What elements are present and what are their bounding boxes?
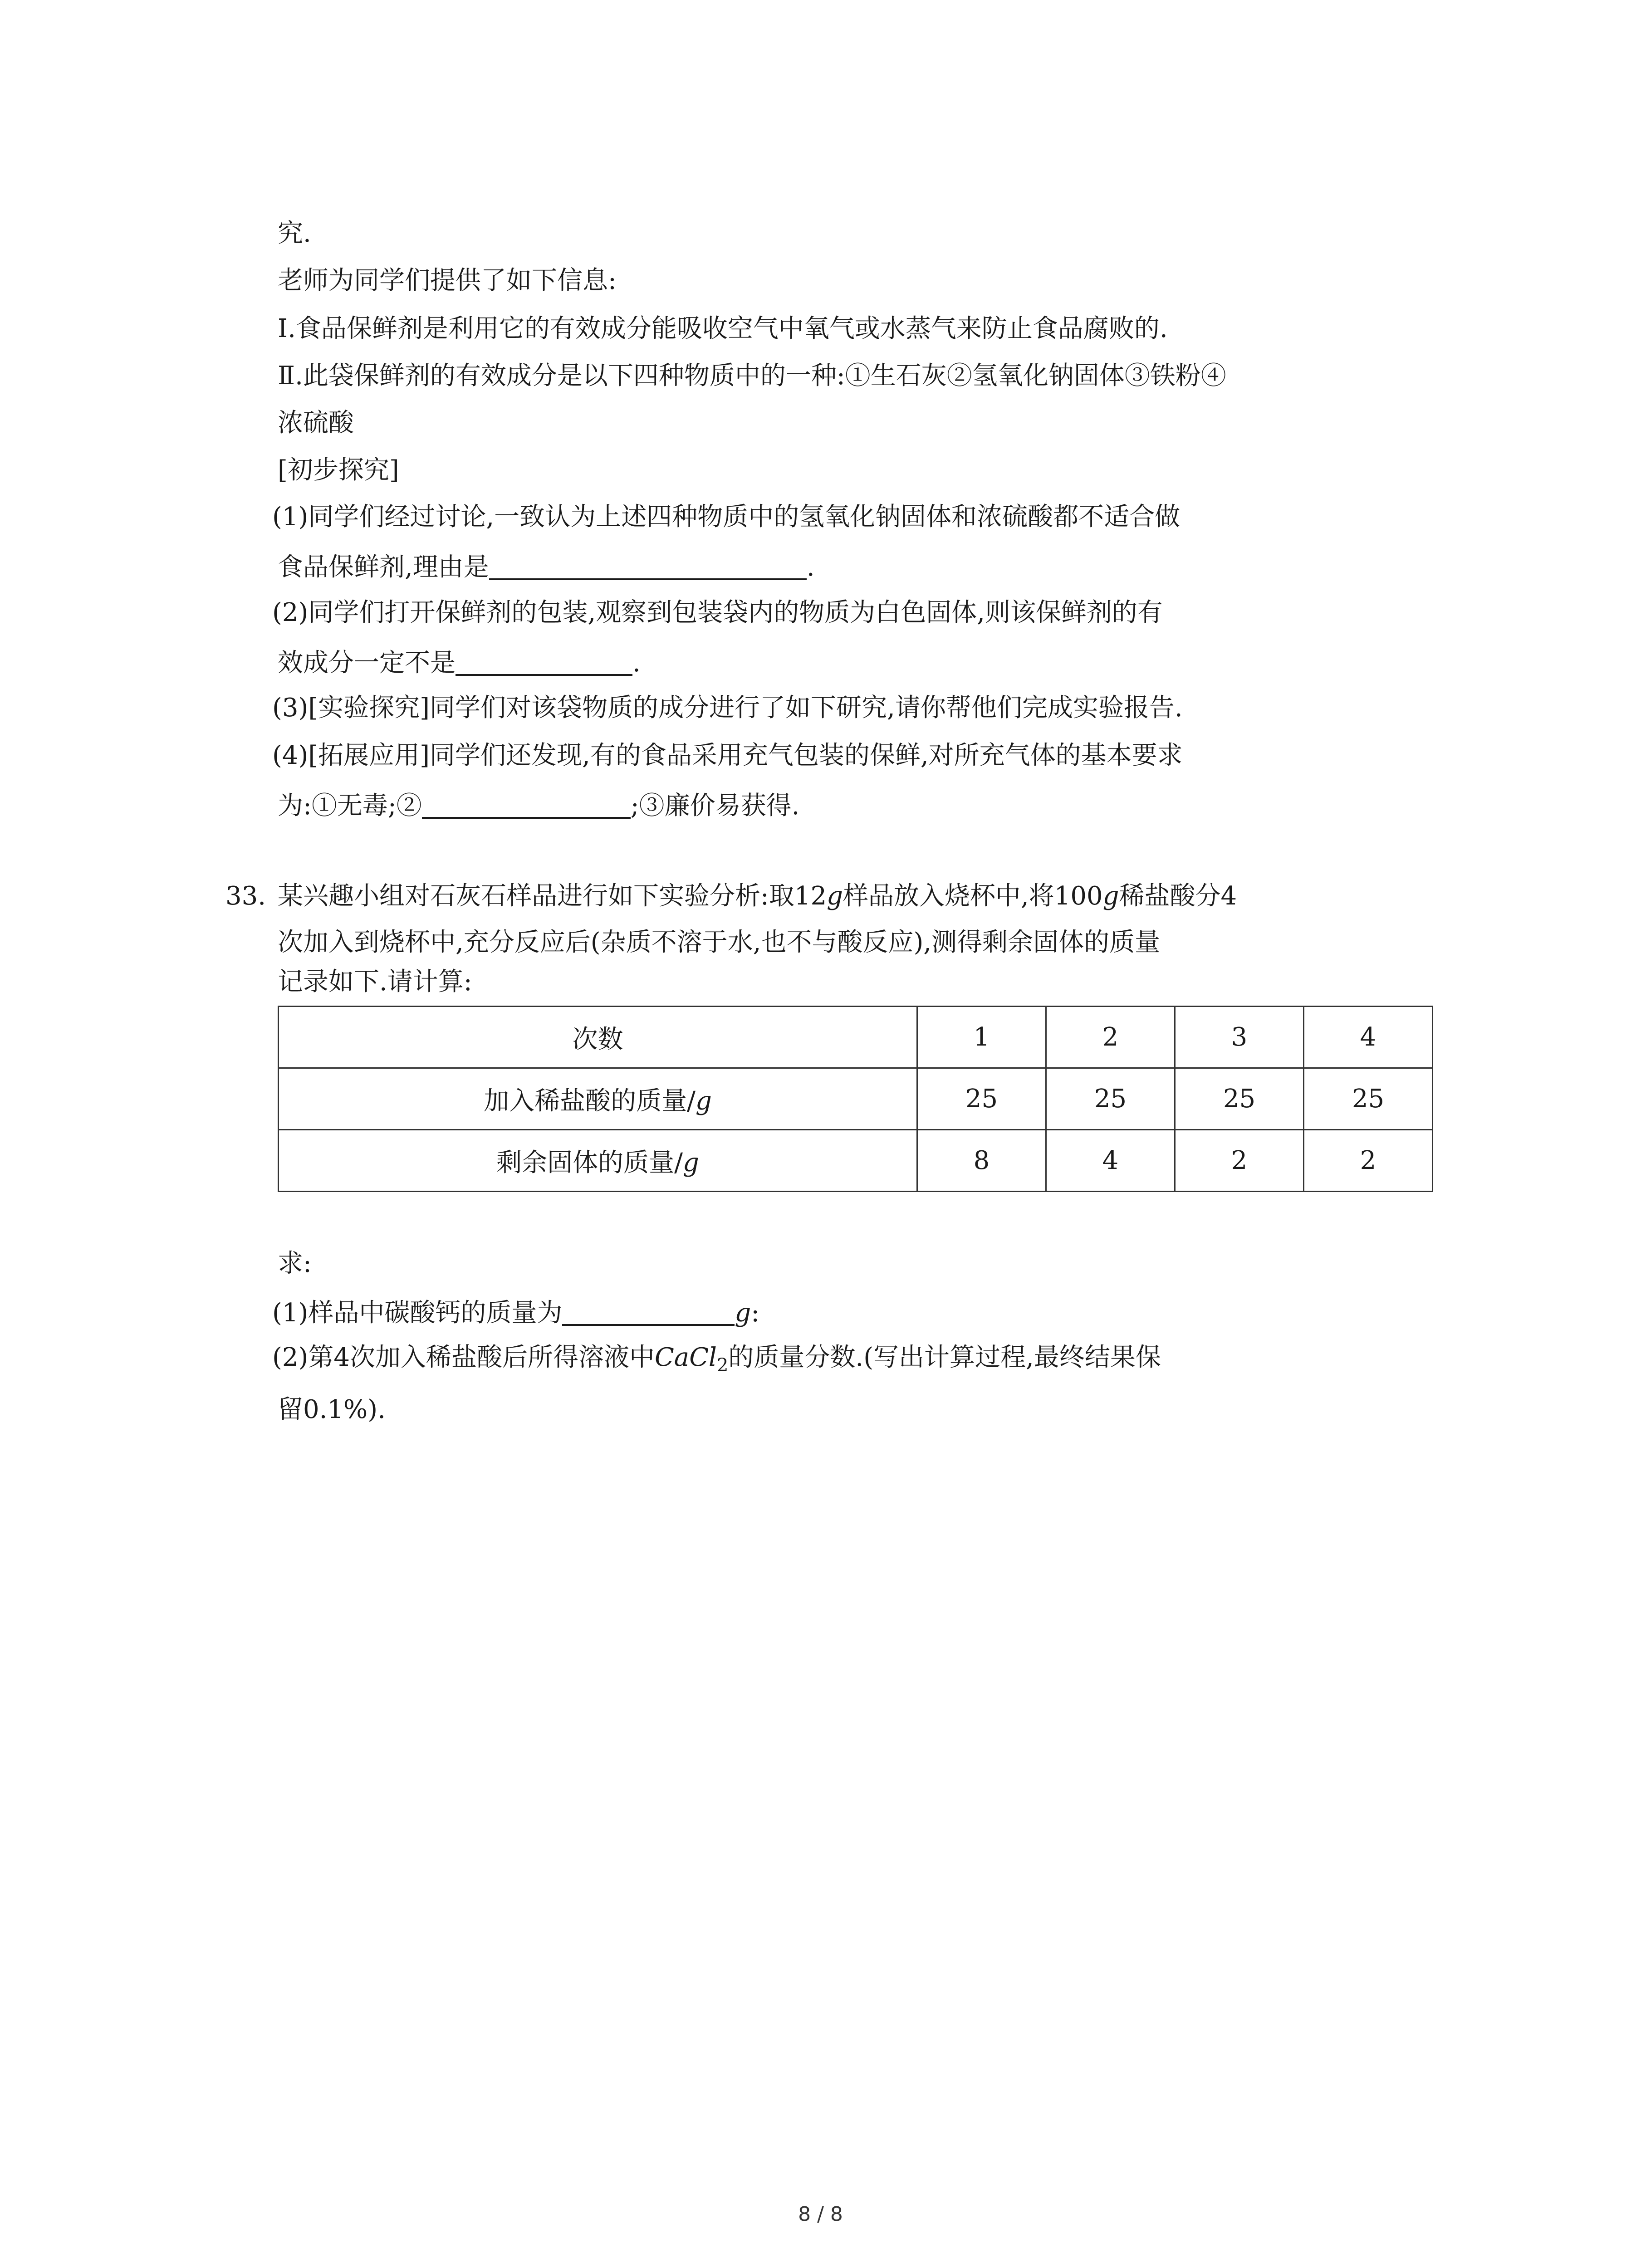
answer-blank-2 <box>456 649 632 676</box>
table-cell: 25 <box>1304 1068 1433 1130</box>
unit-g: g <box>696 1086 712 1116</box>
table-row <box>279 1007 1433 1068</box>
formula-cacl2: CaCl <box>654 1343 717 1372</box>
table-cell: 4 <box>1046 1130 1175 1192</box>
question-1-suffix: . <box>806 552 815 582</box>
row-label-text: 剩余固体的质量/ <box>496 1148 683 1178</box>
q33-sub-2-cont: 留0.1%). <box>278 1395 386 1424</box>
q33-sub-2 <box>272 1345 1161 1374</box>
table-header-cell: 1 <box>917 1007 1046 1068</box>
table-cell: 8 <box>917 1130 1046 1192</box>
unit-g: g <box>683 1148 699 1178</box>
table-row <box>279 1068 1433 1130</box>
table-header-cell: 次数 <box>279 1007 917 1068</box>
q33-sub-1-suffix: : <box>751 1298 760 1328</box>
q33-line-2: 次加入到烧杯中,充分反应后(杂质不溶于水,也不与酸反应),测得剩余固体的质量 <box>278 928 1161 957</box>
table-cell: 25 <box>1046 1068 1175 1130</box>
q33-line-3: 记录如下.请计算: <box>278 967 472 997</box>
unit-g: g <box>1102 881 1119 911</box>
question-2-suffix: . <box>632 648 641 678</box>
table-cell: 25 <box>917 1068 1046 1130</box>
question-4-cont <box>278 792 799 819</box>
table-header-cell: 3 <box>1175 1007 1304 1068</box>
info-item-2-cont: 浓硫酸 <box>278 408 354 438</box>
q33-sub-2-suffix: 的质量分数.(写出计算过程,最终结果保 <box>728 1343 1161 1372</box>
question-2: (2)同学们打开保鲜剂的包装,观察到包装袋内的物质为白色固体,则该保鲜剂的有 <box>272 598 1163 627</box>
q33-sub-2-prefix: (2)第4次加入稀盐酸后所得溶液中 <box>272 1343 655 1372</box>
answer-blank-3 <box>422 792 631 819</box>
question-1-cont <box>278 553 815 580</box>
question-2-cont <box>278 649 641 676</box>
question-4: (4)[拓展应用]同学们还发现,有的食品采用充气包装的保鲜,对所充气体的基本要求 <box>272 741 1183 770</box>
q33-line-1-b: 样品放入烧杯中,将100 <box>843 881 1103 911</box>
unit-g: g <box>735 1298 751 1328</box>
question-1-prefix: 食品保鲜剂,理由是 <box>278 552 489 582</box>
q33-line-1-a: 某兴趣小组对石灰石样品进行如下实验分析:取12 <box>278 881 827 911</box>
table-cell: 25 <box>1175 1068 1304 1130</box>
info-item-2: Ⅱ.此袋保鲜剂的有效成分是以下四种物质中的一种:①生石灰②氢氧化钠固体③铁粉④ <box>278 361 1226 391</box>
answer-blank-4 <box>562 1299 735 1326</box>
table-row-label <box>279 1068 917 1130</box>
question-1: (1)同学们经过讨论,一致认为上述四种物质中的氢氧化钠固体和浓硫酸都不适合做 <box>272 502 1181 532</box>
q33-line-1 <box>278 881 1237 911</box>
question-4-suffix: ;③廉价易获得. <box>630 791 800 821</box>
question-3: (3)[实验探究]同学们对该袋物质的成分进行了如下研究,请你帮他们完成实验报告. <box>272 693 1183 723</box>
page-number: 8 / 8 <box>798 2203 843 2226</box>
formula-subscript: 2 <box>716 1355 729 1376</box>
table-cell: 2 <box>1175 1130 1304 1192</box>
question-4-prefix: 为:①无毒;② <box>278 791 422 821</box>
q33-sub-1 <box>272 1299 759 1326</box>
teacher-info-heading: 老师为同学们提供了如下信息: <box>278 266 617 295</box>
table-cell: 2 <box>1304 1130 1433 1192</box>
table-header-cell: 2 <box>1046 1007 1175 1068</box>
q33-line-1-c: 稀盐酸分4 <box>1119 881 1237 911</box>
answer-blank-1 <box>489 553 807 580</box>
q33-ask: 求: <box>278 1249 312 1278</box>
unit-g: g <box>827 881 843 911</box>
row-label-text: 加入稀盐酸的质量/ <box>484 1086 696 1116</box>
section-initial-exploration: [初步探究] <box>278 455 399 485</box>
text-fragment: 究. <box>278 219 311 248</box>
q33-sub-1-prefix: (1)样品中碳酸钙的质量为 <box>272 1298 563 1328</box>
question-2-prefix: 效成分一定不是 <box>278 648 456 678</box>
table-header-cell: 4 <box>1304 1007 1433 1068</box>
question-number-33: 33. <box>225 881 266 911</box>
info-item-1: Ⅰ.食品保鲜剂是利用它的有效成分能吸收空气中氧气或水蒸气来防止食品腐败的. <box>278 314 1168 343</box>
table-row-label <box>279 1130 917 1192</box>
data-table <box>278 1006 1433 1192</box>
table-row <box>279 1130 1433 1192</box>
